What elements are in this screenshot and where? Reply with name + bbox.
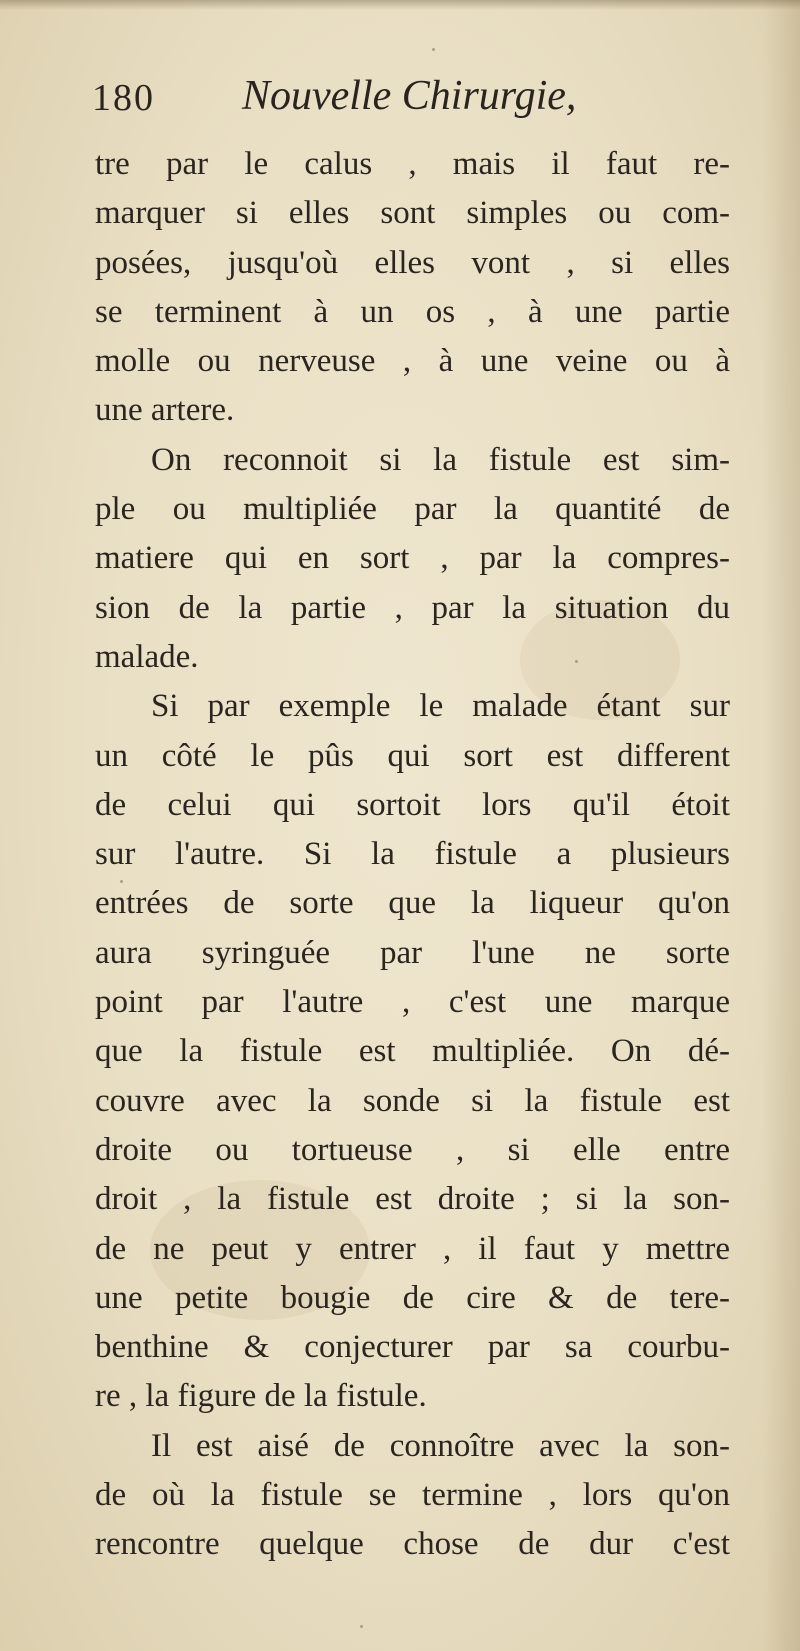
text-line: sur l'autre. Si la fistule a plusieurs	[95, 836, 730, 873]
text-line: re , la figure de la fistule.	[95, 1378, 427, 1415]
text-line: Si par exemple le malade étant sur	[151, 688, 730, 725]
text-line: sion de la partie , par la situation du	[95, 589, 730, 626]
text-line: tre par le calus , mais il faut re-	[95, 146, 730, 182]
text-line: une petite bougie de cire & de tere-	[95, 1279, 730, 1316]
text-line: de ne peut y entrer , il faut y mettre	[95, 1230, 730, 1267]
text-line: de où la fistule se termine , lors qu'on	[95, 1477, 730, 1514]
text-line: point par l'autre , c'est une marque	[95, 984, 730, 1021]
text-line: malade.	[95, 638, 199, 675]
text-line: de celui qui sortoit lors qu'il étoit	[95, 786, 730, 823]
text-line: molle ou nerveuse , à une veine ou à	[95, 343, 730, 380]
text-line: ple ou multipliée par la quantité de	[95, 491, 730, 528]
text-line: se terminent à un os , à une partie	[95, 293, 730, 330]
text-line: aura syringuée par l'une ne sorte	[95, 934, 730, 971]
running-title: Nouvelle Chirurgie,	[242, 73, 577, 119]
text-line: benthine & conjecturer par sa courbu-	[95, 1329, 730, 1366]
text-line: On reconnoit si la fistule est sim-	[151, 441, 730, 478]
body-text	[95, 140, 730, 1570]
page-top-edge	[0, 0, 800, 10]
text-line: que la fistule est multipliée. On dé-	[95, 1033, 730, 1070]
text-line: couvre avec la sonde si la fistule est	[95, 1082, 730, 1119]
text-line: Il est aisé de connoître avec la son-	[151, 1427, 730, 1464]
text-line: marquer si elles sont simples ou com-	[95, 195, 730, 232]
text-line: matiere qui en sort , par la compres-	[95, 540, 730, 577]
text-line: une artere.	[95, 392, 235, 429]
text-line: posées, jusqu'où elles vont , si elles	[95, 244, 730, 281]
text-line: droite ou tortueuse , si elle entre	[95, 1131, 730, 1168]
page-gutter-shadow	[762, 0, 800, 1651]
text-line: droit , la fistule est droite ; si la son-	[95, 1181, 730, 1218]
text-line: entrées de sorte que la liqueur qu'on	[95, 885, 730, 922]
text-line: un côté le pûs qui sort est different	[95, 737, 730, 774]
page-number: 180	[92, 77, 155, 119]
text-line: rencontre quelque chose de dur c'est	[95, 1526, 730, 1563]
page-header	[92, 72, 732, 136]
